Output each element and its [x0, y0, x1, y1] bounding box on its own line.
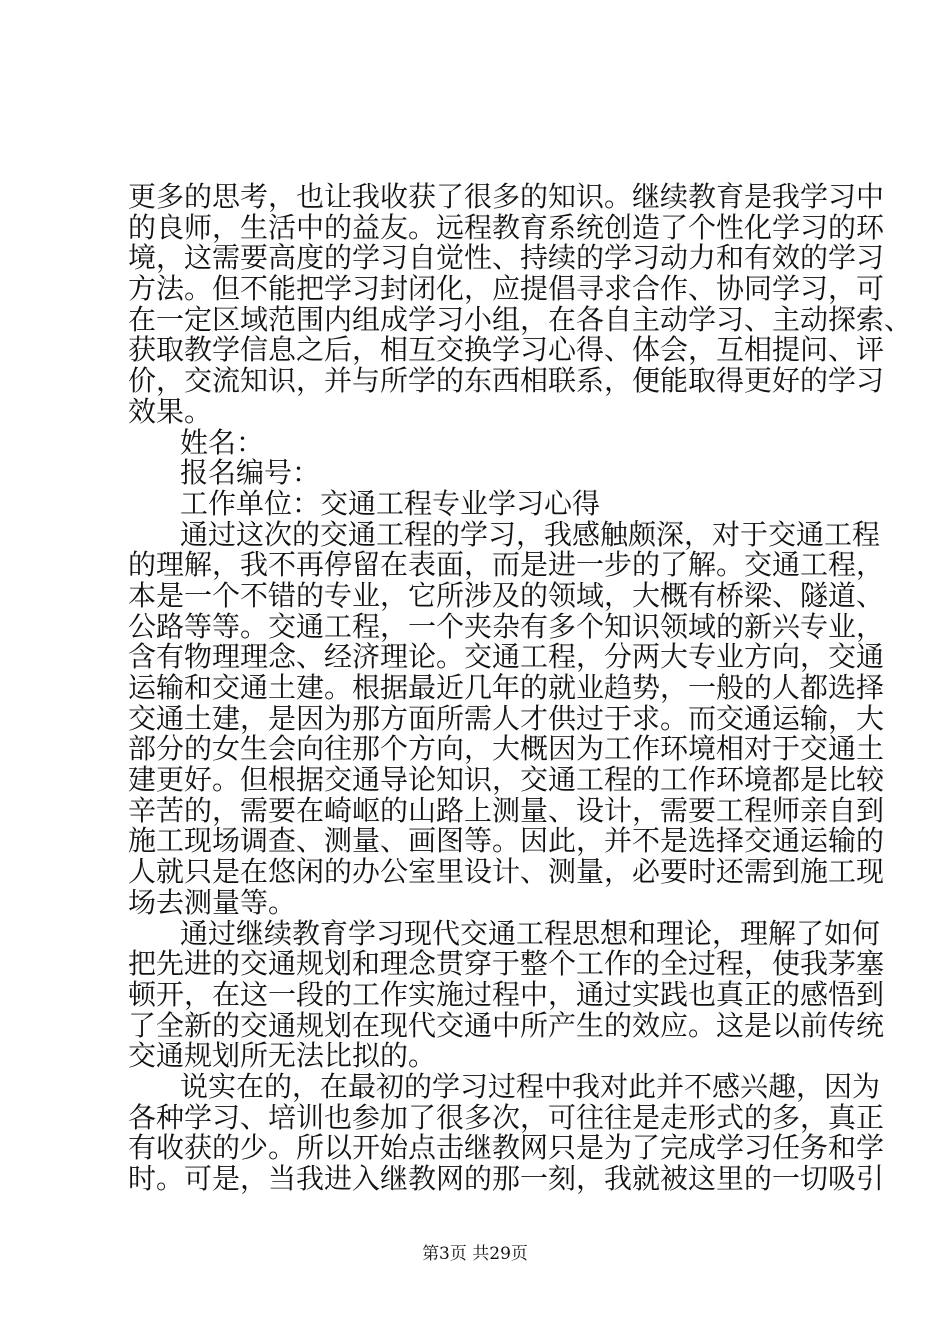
body-line: 本是一个不错的专业，它所涉及的领域，大概有桥梁、隧道、 — [128, 579, 885, 612]
body-line: 了全新的交通规划在现代交通中所产生的效应。这是以前传统 — [128, 1009, 885, 1042]
body-line: 的理解，我不再停留在表面，而是进一步的了解。交通工程， — [128, 548, 885, 581]
body-line: 方法。但不能把学习封闭化，应提倡寻求合作、协同学习，可 — [128, 272, 885, 305]
registration-number-label: 报名编号： — [180, 456, 321, 489]
body-line: 更多的思考，也让我收获了很多的知识。继续教育是我学习中 — [128, 180, 885, 213]
body-line: 交通规划所无法比拟的。 — [128, 1039, 437, 1072]
body-line: 场去测量等。 — [128, 886, 297, 919]
paragraph-start: 说实在的，在最初的学习过程中我对此并不感兴趣，因为 — [180, 1070, 881, 1103]
body-line: 效果。 — [128, 395, 213, 428]
body-line: 含有物理理念、经济理论。交通工程，分两大专业方向，交通 — [128, 640, 885, 673]
body-line: 公路等等。交通工程，一个夹杂有多个知识领域的新兴专业， — [128, 610, 885, 643]
body-line: 把先进的交通规划和理念贯穿于整个工作的全过程，使我茅塞 — [128, 947, 885, 980]
paragraph-start: 通过继续教育学习现代交通工程思想和理论，理解了如何 — [180, 917, 881, 950]
body-line: 部分的女生会向往那个方向，大概因为工作环境相对于交通土 — [128, 732, 885, 765]
body-line: 在一定区域范围内组成学习小组，在各自主动学习、主动探索、 — [128, 303, 913, 336]
body-line: 境，这需要高度的学习自觉性、持续的学习动力和有效的学习 — [128, 241, 885, 274]
body-line: 的良师，生活中的益友。远程教育系统创造了个性化学习的环 — [128, 211, 885, 244]
body-line: 有收获的少。所以开始点击继教网只是为了完成学习任务和学 — [128, 1131, 885, 1164]
body-line: 价，交流知识，并与所学的东西相联系，便能取得更好的学习 — [128, 364, 885, 397]
body-line: 辛苦的，需要在崎岖的山路上测量、设计，需要工程师亲自到 — [128, 794, 885, 827]
body-line: 时。可是，当我进入继教网的那一刻，我就被这里的一切吸引 — [128, 1162, 885, 1195]
body-line: 运输和交通土建。根据最近几年的就业趋势，一般的人都选择 — [128, 671, 885, 704]
work-unit-title: 工作单位：交通工程专业学习心得 — [180, 487, 601, 520]
name-field-label: 姓名： — [180, 426, 265, 459]
body-line: 施工现场调查、测量、画图等。因此，并不是选择交通运输的 — [128, 824, 885, 857]
body-line: 各种学习、培训也参加了很多次，可往往是走形式的多，真正 — [128, 1101, 885, 1134]
body-line: 顿开，在这一段的工作实施过程中，通过实践也真正的感悟到 — [128, 978, 885, 1011]
body-line: 交通土建，是因为那方面所需人才供过于求。而交通运输，大 — [128, 702, 885, 735]
body-line: 获取教学信息之后，相互交换学习心得、体会，互相提问、评 — [128, 333, 885, 366]
page-number-footer: 第3页 共29页 — [422, 1244, 528, 1264]
body-line: 建更好。但根据交通导论知识，交通工程的工作环境都是比较 — [128, 763, 885, 796]
paragraph-start: 通过这次的交通工程的学习，我感触颇深，对于交通工程 — [180, 518, 881, 551]
body-line: 人就只是在悠闲的办公室里设计、测量，必要时还需到施工现 — [128, 855, 885, 888]
